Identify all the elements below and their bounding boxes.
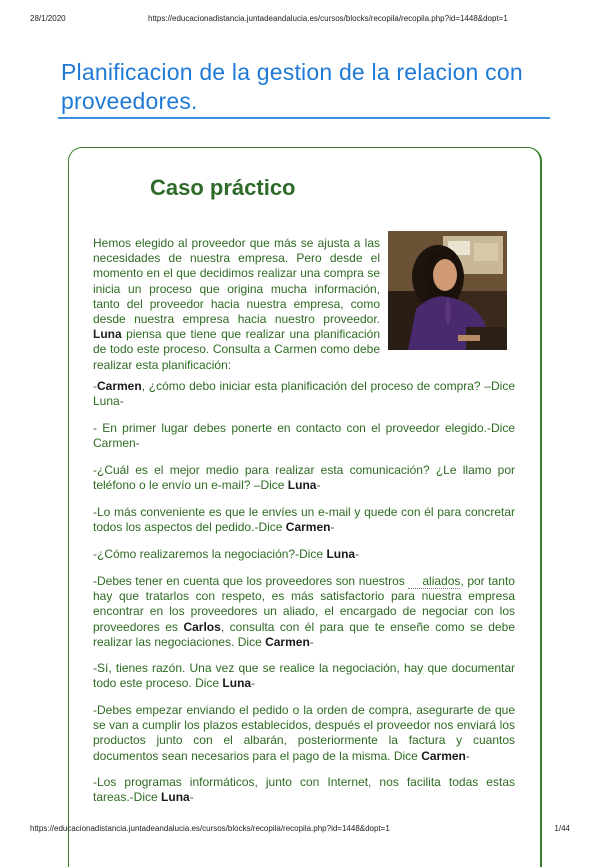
dialogue-text: - <box>93 379 97 393</box>
intro-text: Hemos elegido al proveedor que más se ajusta a las necesidades de nuestra empresa. Pero desde el momento en el que decidimos realizar una compra se inicia un proceso que origina mucha información, tanto del proveedor hacia nuestra empresa, como desde nuestra empresa hacia nuestro proveedor. <box>93 236 380 327</box>
title-divider <box>58 117 550 119</box>
dialogue-line <box>93 574 515 650</box>
dialogue-text: - <box>309 634 314 649</box>
dialogue-line <box>93 421 515 451</box>
print-footer-url: https://educacionadistancia.juntadeandalucia.es/cursos/blocks/recopila/recopila.php?id=1448&dopt=1 <box>30 824 390 833</box>
character-name: Luna <box>161 790 190 805</box>
page-title: Planificacion de la gestion de la relacion con proveedores. <box>61 59 523 114</box>
glossary-link-aliados[interactable]: aliados <box>408 574 460 589</box>
print-header <box>30 14 570 26</box>
dialogue-text: - <box>251 676 256 691</box>
dialogue-line <box>93 547 515 562</box>
character-name: Luna <box>326 547 356 561</box>
case-study-heading: Caso práctico <box>150 175 296 200</box>
intro-text-cont: piensa que tiene que realizar una planificación de todo este proceso. Consulta a Carmen como debe realizar esta planificación: <box>93 327 380 372</box>
dialogue-line <box>93 661 515 691</box>
character-name: Carmen <box>421 748 466 763</box>
dialogue-text: - <box>355 547 360 561</box>
dialogue-text: , por tanto hay que tratarlos con respeto, es más satisfactorio para nuestra empresa encontrar en los proveedores un aliado, el encargado de negociar con los proveedores es <box>93 574 515 634</box>
character-name: Carmen <box>97 379 142 393</box>
woman-at-desk-photo <box>388 231 507 350</box>
character-name: Carmen <box>265 634 310 649</box>
dialogue-text: -Los programas informáticos, junto con Internet, nos facilita todas estas tareas.-Dice <box>93 775 515 805</box>
print-url: https://educacionadistancia.juntadeandalucia.es/cursos/blocks/recopila/recopila.php?id=1448&dopt=1 <box>148 14 508 23</box>
print-date: 28/1/2020 <box>30 14 66 23</box>
character-name: Carmen <box>285 520 331 535</box>
character-name: Luna <box>222 676 252 691</box>
dialogue-text: -Lo más conveniente es que le envíes un e-mail y quede con él para concretar todos los aspectos del pedido.-Dice <box>93 505 515 535</box>
dialogue-text: -Debes tener en cuenta que los proveedores son nuestros <box>93 574 409 588</box>
dialogue-text: - <box>189 790 194 805</box>
dialogue-line <box>93 463 515 493</box>
dialogue-line <box>93 703 515 764</box>
dialogue-line <box>93 379 515 409</box>
print-footer <box>30 824 570 836</box>
dialogue-text: -¿Cómo realizaremos la negociación?-Dice <box>93 547 327 561</box>
dialogue-text: , consulta con él para que te enseñe como se debe realizar las negociaciones. Dice <box>93 619 515 649</box>
dialogue-text: , ¿cómo debo iniciar esta planificación del proceso de compra? –Dice Luna- <box>93 379 515 409</box>
dialogue-line <box>93 505 515 535</box>
dialogue-text: - <box>465 748 470 763</box>
dialogue-text: - En primer lugar debes ponerte en contacto con el proveedor elegido.-Dice Carmen- <box>93 421 515 451</box>
dialogue-line <box>93 775 515 805</box>
dialogue-text: -Sí, tienes razón. Una vez que se realice la negociación, hay que documentar todo este proceso. Dice <box>93 661 515 691</box>
character-name: Luna <box>287 478 317 493</box>
character-name: Luna <box>93 327 122 342</box>
intro-paragraph <box>93 236 380 373</box>
character-name: Carlos <box>183 619 221 634</box>
dialogue-text: -¿Cuál es el mejor medio para realizar esta comunicación? ¿Le llamo por teléfono o le envío un e-mail? –Dice <box>93 463 515 493</box>
dialogue-text: - <box>316 478 321 493</box>
page-number: 1/44 <box>554 824 570 833</box>
dialogue-text: -Debes empezar enviando el pedido o la orden de compra, asegurarte de que se van a cumplir los plazos establecidos, después el proveedor nos enviará los productos junto con el albarán, posteriormente la factura y cuantos documentos sean necesarios para el pago de la misma. Dice <box>93 703 515 763</box>
dialogue-text: - <box>330 520 335 535</box>
